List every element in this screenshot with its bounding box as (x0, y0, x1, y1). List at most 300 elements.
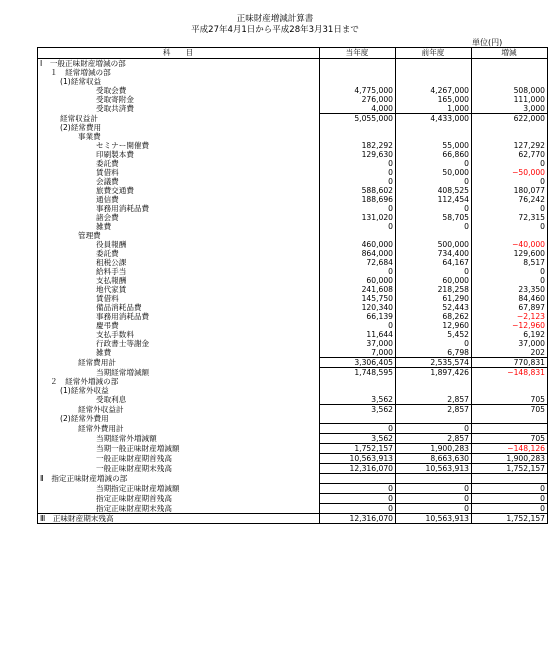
account-label (38, 504, 320, 514)
account-label-text: 印刷製本費 (96, 150, 134, 159)
account-label (38, 231, 320, 240)
table-row (38, 177, 548, 186)
table-row (38, 414, 548, 424)
account-label (38, 494, 320, 504)
current-year-value: 0 (320, 168, 396, 177)
current-year-value: 864,000 (320, 249, 396, 258)
table-row (38, 434, 548, 444)
account-label-text: 行政書士等謝金 (96, 339, 150, 348)
change-value: 84,460 (472, 294, 548, 303)
table-row (38, 285, 548, 294)
change-value: 508,000 (472, 86, 548, 95)
table-row (38, 249, 548, 258)
previous-year-value: 165,000 (396, 95, 472, 104)
previous-year-value: 1,000 (396, 104, 472, 114)
account-label-text: 当期一般正味財産増減額 (96, 444, 180, 453)
current-year-value: 588,602 (320, 186, 396, 195)
current-year-value (320, 68, 396, 77)
account-label (38, 95, 320, 104)
current-year-value: 12,316,070 (320, 514, 396, 524)
account-label-text: 備品消耗品費 (96, 303, 142, 312)
previous-year-value: 10,563,913 (396, 514, 472, 524)
current-year-value: 120,340 (320, 303, 396, 312)
account-label-text: 当期指定正味財産増減額 (96, 484, 180, 493)
account-label-text: 経常収益計 (60, 113, 98, 123)
current-year-value: 72,684 (320, 258, 396, 267)
change-value: 1,900,283 (472, 454, 548, 464)
account-label (38, 285, 320, 294)
account-label (38, 258, 320, 267)
table-row (38, 444, 548, 454)
account-label-text: 当期経常外増減額 (96, 434, 157, 443)
account-label-text: 経常費用計 (78, 358, 116, 367)
account-label-text: 受取寄附金 (96, 95, 134, 104)
account-label (38, 454, 320, 464)
current-year-value: 0 (320, 159, 396, 168)
change-value: 180,077 (472, 186, 548, 195)
current-year-value: 3,562 (320, 405, 396, 415)
account-label (38, 168, 320, 177)
current-year-value: 3,306,405 (320, 358, 396, 368)
account-label-text: 支払報酬 (96, 276, 127, 285)
change-value: 129,600 (472, 249, 548, 258)
account-label (38, 303, 320, 312)
account-label (38, 114, 320, 124)
table-row (38, 204, 548, 213)
account-label (38, 104, 320, 114)
previous-year-value: 50,000 (396, 168, 472, 177)
previous-year-value: 60,000 (396, 276, 472, 285)
change-value (472, 68, 548, 77)
table-row (38, 231, 548, 240)
account-label-text: 会議費 (96, 177, 119, 186)
current-year-value (320, 59, 396, 69)
account-label (38, 514, 320, 524)
account-label-text: 賃借料 (96, 168, 119, 177)
change-value: 705 (472, 395, 548, 405)
current-year-value: 0 (320, 204, 396, 213)
account-label-text: 雑費 (96, 222, 112, 231)
table-row (38, 150, 548, 159)
account-label (38, 414, 320, 424)
change-value: 62,770 (472, 150, 548, 159)
current-year-value: 4,775,000 (320, 86, 396, 95)
previous-year-value (396, 123, 472, 132)
account-label-text: 事務用消耗品費 (96, 312, 150, 321)
current-year-value: 0 (320, 222, 396, 231)
table-row (38, 258, 548, 267)
previous-year-value: 0 (396, 484, 472, 494)
current-year-value: 3,562 (320, 434, 396, 444)
table-row (38, 368, 548, 378)
previous-year-value (396, 68, 472, 77)
change-value (472, 132, 548, 141)
account-label (38, 464, 320, 474)
table-row (38, 424, 548, 434)
table-row (38, 484, 548, 494)
account-label (38, 348, 320, 358)
account-label-text: 諸会費 (96, 213, 119, 222)
account-label-text: 一般正味財産期末残高 (96, 464, 172, 473)
account-label (38, 177, 320, 186)
current-year-value: 37,000 (320, 339, 396, 348)
account-label (38, 276, 320, 285)
table-row (38, 514, 548, 524)
change-value: 1,752,157 (472, 464, 548, 474)
account-label-text: 受取共済費 (96, 104, 134, 114)
previous-year-value: 55,000 (396, 141, 472, 150)
previous-year-value: 112,454 (396, 195, 472, 204)
current-year-value: 188,696 (320, 195, 396, 204)
previous-year-value: 1,897,426 (396, 368, 472, 378)
table-row (38, 312, 548, 321)
current-year-value: 145,750 (320, 294, 396, 303)
change-value: 0 (472, 267, 548, 276)
account-label (38, 222, 320, 231)
header-current-year: 当年度 (320, 48, 396, 59)
previous-year-value: 68,262 (396, 312, 472, 321)
change-value (472, 123, 548, 132)
table-row (38, 240, 548, 249)
change-value: 23,350 (472, 285, 548, 294)
previous-year-value (396, 132, 472, 141)
table-row (38, 86, 548, 95)
table-row (38, 168, 548, 177)
table-row (38, 377, 548, 386)
change-value: 705 (472, 405, 548, 415)
account-label (38, 86, 320, 95)
previous-year-value: 52,443 (396, 303, 472, 312)
previous-year-value: 6,798 (396, 348, 472, 358)
change-value (472, 59, 548, 69)
account-label-text: 事業費 (78, 132, 101, 141)
header-previous-year: 前年度 (396, 48, 472, 59)
account-label-text: 指定正味財産期末残高 (96, 503, 172, 513)
table-row (38, 104, 548, 114)
previous-year-value (396, 59, 472, 69)
change-value: 8,517 (472, 258, 548, 267)
current-year-value (320, 474, 396, 484)
previous-year-value: 0 (396, 177, 472, 186)
change-value: −50,000 (472, 168, 548, 177)
previous-year-value: 66,860 (396, 150, 472, 159)
previous-year-value: 218,258 (396, 285, 472, 294)
account-label-text: (2)経常外費用 (60, 414, 109, 424)
account-label-text: 雑費 (96, 348, 112, 358)
table-row (38, 59, 548, 69)
current-year-value: 1,748,595 (320, 368, 396, 378)
change-value: 705 (472, 434, 548, 444)
change-value: 0 (472, 276, 548, 285)
current-year-value: 4,000 (320, 104, 396, 114)
account-label (38, 405, 320, 415)
change-value (472, 377, 548, 386)
previous-year-value: 4,267,000 (396, 86, 472, 95)
change-value: 67,897 (472, 303, 548, 312)
current-year-value: 10,563,913 (320, 454, 396, 464)
change-value: 0 (472, 222, 548, 231)
report-period: 平成27年4月1日から平成28年3月31日まで (191, 25, 359, 35)
previous-year-value: 61,290 (396, 294, 472, 303)
account-label-text: (2)経常費用 (60, 123, 102, 132)
change-value: 0 (472, 159, 548, 168)
account-label-text: Ⅰ 一般正味財産増減の部 (40, 59, 126, 68)
account-label-text: 委託費 (96, 159, 119, 168)
account-label-text: 旅費交通費 (96, 186, 134, 195)
account-label-text: 通信費 (96, 195, 119, 204)
change-value: −148,831 (472, 368, 548, 378)
account-label-text: 受取利息 (96, 395, 127, 405)
current-year-value (320, 77, 396, 86)
previous-year-value (396, 474, 472, 484)
account-label-text: １ 経常増減の部 (50, 68, 111, 77)
previous-year-value: 408,525 (396, 186, 472, 195)
current-year-value (320, 132, 396, 141)
document-title: 正味財産増減計算書 (236, 14, 314, 24)
table-row (38, 77, 548, 86)
table-row (38, 68, 548, 77)
previous-year-value: 500,000 (396, 240, 472, 249)
current-year-value: 0 (320, 494, 396, 504)
account-label (38, 150, 320, 159)
account-label-text: 慶弔費 (96, 321, 119, 330)
header-account: 科 目 (38, 48, 320, 59)
previous-year-value: 0 (396, 159, 472, 168)
current-year-value: 60,000 (320, 276, 396, 285)
change-value: 37,000 (472, 339, 548, 348)
account-label-text: 事務用消耗品費 (96, 204, 150, 213)
account-label (38, 186, 320, 195)
current-year-value: 131,020 (320, 213, 396, 222)
previous-year-value: 0 (396, 339, 472, 348)
account-label-text: Ⅱ 指定正味財産増減の部 (40, 474, 128, 483)
account-label (38, 132, 320, 141)
table-row (38, 330, 548, 339)
current-year-value: 0 (320, 267, 396, 276)
current-year-value: 182,292 (320, 141, 396, 150)
current-year-value: 0 (320, 484, 396, 494)
previous-year-value: 64,167 (396, 258, 472, 267)
account-label (38, 267, 320, 276)
account-label (38, 444, 320, 454)
change-value: 770,831 (472, 358, 548, 368)
previous-year-value: 0 (396, 494, 472, 504)
current-year-value (320, 386, 396, 395)
table-row (38, 358, 548, 368)
table-row (38, 123, 548, 132)
current-year-value: 7,000 (320, 348, 396, 358)
account-label-text: 管理費 (78, 231, 101, 240)
account-label-text: 賃借料 (96, 294, 119, 303)
account-label-text: Ⅲ 正味財産期末残高 (40, 514, 114, 523)
account-label-text: (1)経常収益 (60, 77, 102, 86)
account-label-text: 経常外費用計 (78, 424, 124, 433)
table-row (38, 222, 548, 231)
table-row (38, 186, 548, 195)
account-label (38, 159, 320, 168)
change-value: −12,960 (472, 321, 548, 330)
account-label (38, 240, 320, 249)
account-label-text: 指定正味財産期首残高 (96, 494, 172, 503)
account-label-text: 受取会費 (96, 86, 127, 95)
account-label (38, 386, 320, 395)
change-value: −2,123 (472, 312, 548, 321)
account-label (38, 395, 320, 405)
account-label (38, 484, 320, 494)
account-label-text: 委託費 (96, 249, 119, 258)
account-label-text: 地代家賃 (96, 285, 127, 294)
current-year-value: 129,630 (320, 150, 396, 159)
previous-year-value (396, 77, 472, 86)
account-label (38, 434, 320, 444)
current-year-value: 241,608 (320, 285, 396, 294)
table-row (38, 464, 548, 474)
change-value (472, 414, 548, 424)
current-year-value: 0 (320, 504, 396, 514)
account-label (38, 123, 320, 132)
previous-year-value (396, 414, 472, 424)
previous-year-value: 2,535,574 (396, 358, 472, 368)
change-value: 111,000 (472, 95, 548, 104)
table-header-row (38, 48, 548, 59)
change-value (472, 77, 548, 86)
statement-body (38, 59, 548, 524)
change-value: 127,292 (472, 141, 548, 150)
table-row (38, 213, 548, 222)
table-row (38, 494, 548, 504)
account-label (38, 339, 320, 348)
table-row (38, 386, 548, 395)
current-year-value: 0 (320, 177, 396, 186)
previous-year-value: 1,900,283 (396, 444, 472, 454)
current-year-value: 12,316,070 (320, 464, 396, 474)
previous-year-value: 0 (396, 504, 472, 514)
account-label (38, 377, 320, 386)
unit-label: 単位(円) (472, 38, 503, 47)
previous-year-value: 734,400 (396, 249, 472, 258)
previous-year-value: 8,663,630 (396, 454, 472, 464)
current-year-value (320, 414, 396, 424)
account-label-text: 一般正味財産期首残高 (96, 454, 172, 463)
previous-year-value: 0 (396, 267, 472, 276)
current-year-value: 66,139 (320, 312, 396, 321)
change-value (472, 474, 548, 484)
account-label (38, 368, 320, 378)
current-year-value: 276,000 (320, 95, 396, 104)
current-year-value (320, 377, 396, 386)
previous-year-value: 0 (396, 222, 472, 231)
table-row (38, 454, 548, 464)
table-row (38, 348, 548, 358)
previous-year-value: 12,960 (396, 321, 472, 330)
account-label (38, 141, 320, 150)
change-value: 0 (472, 504, 548, 514)
table-row (38, 114, 548, 124)
previous-year-value: 5,452 (396, 330, 472, 339)
account-label-text: 支払手数料 (96, 330, 134, 339)
change-value: 0 (472, 177, 548, 186)
account-label-text: 役員報酬 (96, 240, 127, 249)
change-value: 72,315 (472, 213, 548, 222)
change-value: 1,752,157 (472, 514, 548, 524)
previous-year-value (396, 231, 472, 240)
current-year-value (320, 231, 396, 240)
account-label-text: ２ 経常外増減の部 (50, 377, 119, 386)
account-label-text: 給料手当 (96, 267, 127, 276)
statement-table (37, 47, 548, 524)
current-year-value: 11,644 (320, 330, 396, 339)
change-value: 76,242 (472, 195, 548, 204)
account-label (38, 68, 320, 77)
account-label-text: 経常外収益計 (78, 404, 124, 414)
change-value (472, 424, 548, 434)
change-value: 622,000 (472, 114, 548, 124)
table-row (38, 474, 548, 484)
current-year-value: 460,000 (320, 240, 396, 249)
account-label (38, 59, 320, 69)
change-value: 0 (472, 204, 548, 213)
account-label (38, 321, 320, 330)
change-value: −148,126 (472, 444, 548, 454)
account-label-text: 租税公課 (96, 258, 127, 267)
previous-year-value (396, 377, 472, 386)
table-row (38, 276, 548, 285)
account-label (38, 312, 320, 321)
table-row (38, 195, 548, 204)
account-label-text: (1)経常外収益 (60, 386, 109, 395)
change-value: 202 (472, 348, 548, 358)
table-row (38, 303, 548, 312)
change-value (472, 386, 548, 395)
table-row (38, 95, 548, 104)
account-label (38, 330, 320, 339)
change-value: 0 (472, 484, 548, 494)
table-row (38, 321, 548, 330)
previous-year-value: 2,857 (396, 395, 472, 405)
account-label-text: 当期経常増減額 (96, 367, 150, 377)
table-row (38, 132, 548, 141)
table-row (38, 141, 548, 150)
table-row (38, 395, 548, 405)
table-row (38, 504, 548, 514)
table-row (38, 405, 548, 415)
previous-year-value: 0 (396, 204, 472, 213)
previous-year-value: 10,563,913 (396, 464, 472, 474)
table-row (38, 159, 548, 168)
account-label (38, 213, 320, 222)
current-year-value: 1,752,157 (320, 444, 396, 454)
previous-year-value: 4,433,000 (396, 114, 472, 124)
account-label (38, 358, 320, 368)
change-value: 3,000 (472, 104, 548, 114)
previous-year-value: 2,857 (396, 434, 472, 444)
current-year-value: 5,055,000 (320, 114, 396, 124)
account-label (38, 249, 320, 258)
current-year-value (320, 123, 396, 132)
previous-year-value (396, 386, 472, 395)
change-value: 0 (472, 494, 548, 504)
account-label (38, 424, 320, 434)
table-row (38, 339, 548, 348)
previous-year-value: 58,705 (396, 213, 472, 222)
header-change: 増減 (472, 48, 548, 59)
account-label (38, 77, 320, 86)
account-label-text: セミナー開催費 (96, 141, 150, 150)
current-year-value: 0 (320, 424, 396, 434)
previous-year-value: 2,857 (396, 405, 472, 415)
change-value (472, 231, 548, 240)
account-label (38, 474, 320, 484)
